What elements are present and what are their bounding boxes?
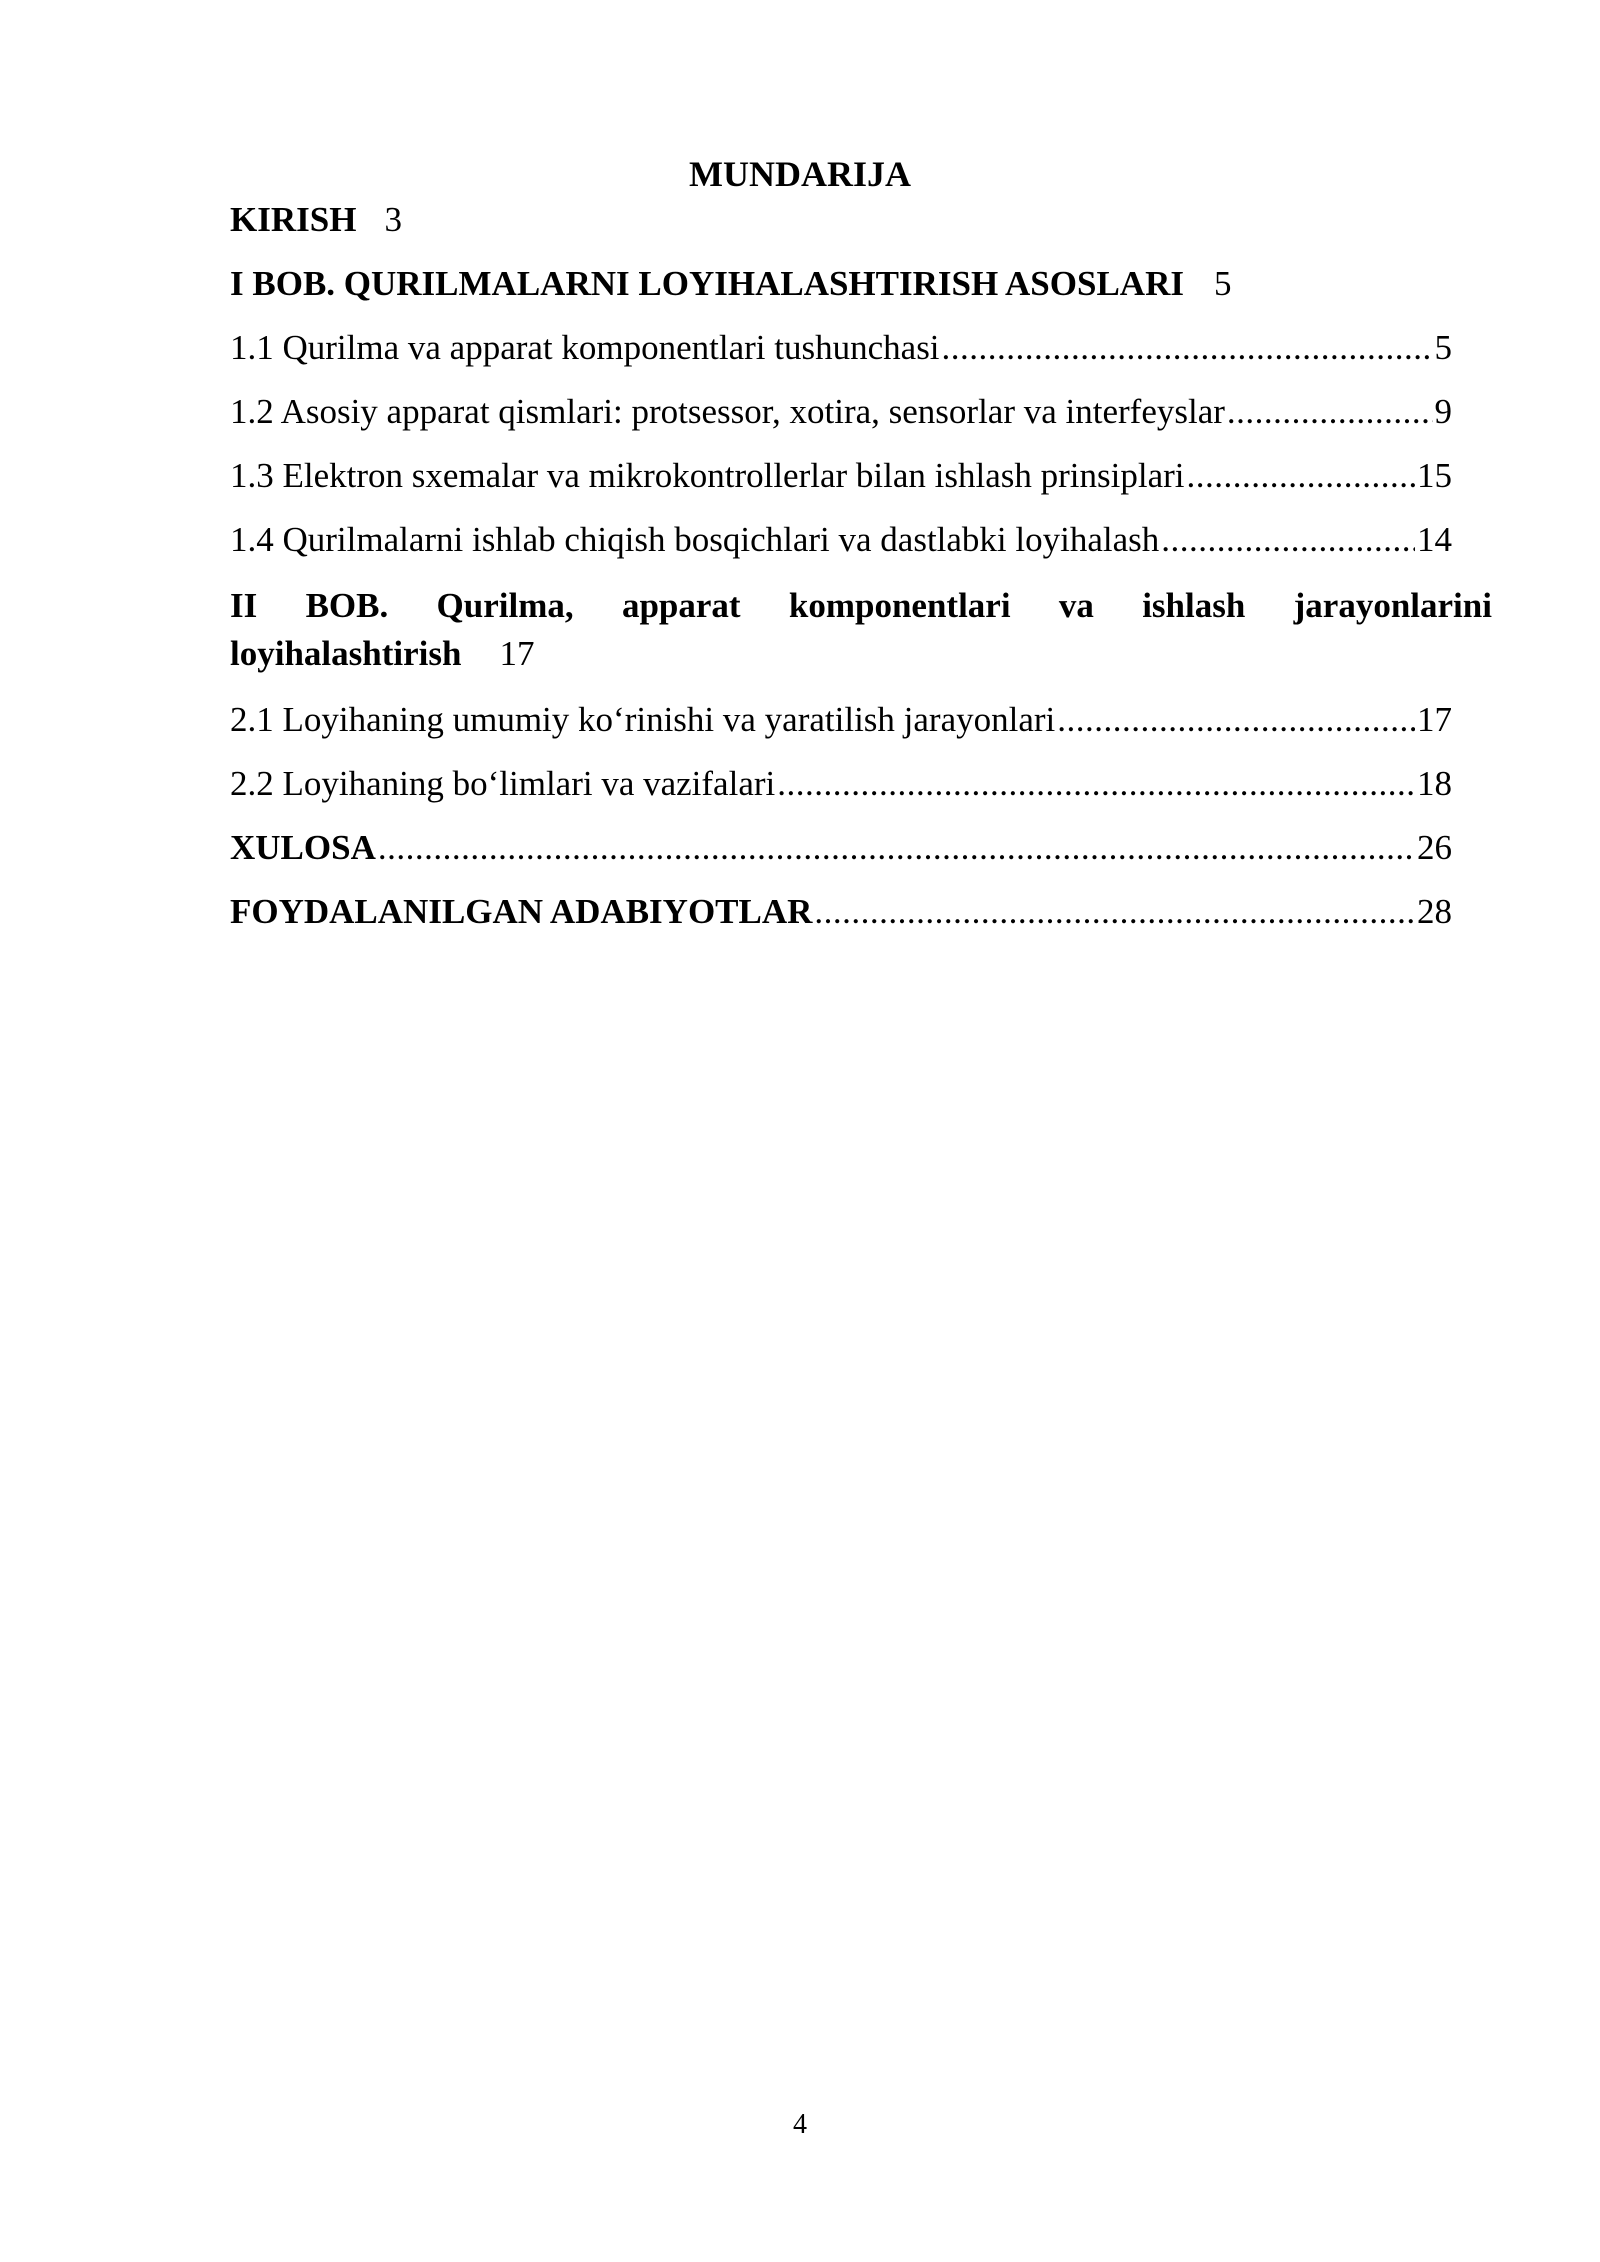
toc-entry-kirish[interactable] <box>230 198 1490 242</box>
toc-entry-word: va <box>1058 586 1094 625</box>
toc-entry-2-2[interactable] <box>230 762 1452 806</box>
toc-entry-page: 17 <box>499 634 535 673</box>
toc-leader-dots <box>1057 698 1415 742</box>
toc-entry-word: BOB. <box>305 586 389 625</box>
toc-entry-label: loyihalashtirish <box>230 634 462 673</box>
table-of-contents <box>230 198 1490 934</box>
toc-entry-label: KIRISH <box>230 200 357 239</box>
toc-leader-dots <box>378 826 1415 870</box>
toc-entry-page: 9 <box>1434 392 1452 431</box>
toc-entry-xulosa[interactable] <box>230 826 1452 870</box>
toc-entry-page: 17 <box>1417 700 1452 739</box>
toc-entry-page: 28 <box>1417 892 1452 931</box>
toc-entry-label: FOYDALANILGAN ADABIYOTLAR <box>230 892 813 931</box>
toc-entry-chapter-2[interactable] <box>230 582 1492 678</box>
toc-entry-1-3[interactable] <box>230 454 1452 498</box>
toc-entry-adabiyotlar[interactable] <box>230 890 1452 934</box>
toc-entry-1-4[interactable] <box>230 518 1452 562</box>
toc-entry-label: 1.4 Qurilmalarni ishlab chiqish bosqichlari va dastlabki loyihalash <box>230 520 1160 559</box>
toc-entry-label: XULOSA <box>230 828 376 867</box>
toc-entry-page: 26 <box>1417 828 1452 867</box>
toc-entry-page: 14 <box>1417 520 1452 559</box>
toc-entry-1-2[interactable] <box>230 390 1452 434</box>
toc-entry-page: 18 <box>1417 764 1452 803</box>
toc-entry-label-line1 <box>230 582 1492 630</box>
toc-leader-dots <box>1227 390 1433 434</box>
toc-entry-word: komponentlari <box>788 586 1011 625</box>
toc-leader-dots <box>1161 518 1415 562</box>
toc-leader-dots <box>814 890 1415 934</box>
toc-entry-label: I BOB. QURILMALARNI LOYIHALASHTIRISH ASOSLARI <box>230 264 1184 303</box>
toc-entry-2-1[interactable] <box>230 698 1452 742</box>
toc-entry-label: 1.3 Elektron sxemalar va mikrokontrollerlar bilan ishlash prinsiplari <box>230 456 1185 495</box>
toc-entry-1-1[interactable] <box>230 326 1452 370</box>
toc-entry-page: 5 <box>1213 264 1232 303</box>
toc-entry-label: 1.1 Qurilma va apparat komponentlari tushunchasi <box>230 328 940 367</box>
toc-leader-dots <box>777 762 1415 806</box>
toc-leader-dots <box>942 326 1433 370</box>
toc-entry-word: Qurilma, <box>436 586 574 625</box>
toc-title: MUNDARIJA <box>689 154 911 194</box>
toc-entry-page: 15 <box>1417 456 1452 495</box>
toc-leader-dots <box>1187 454 1416 498</box>
toc-entry-label-line2 <box>230 630 1492 678</box>
page-number: 4 <box>793 2109 807 2140</box>
toc-entry-label: 2.2 Loyihaning bo‘limlari va vazifalari <box>230 764 776 803</box>
toc-entry-label: 2.1 Loyihaning umumiy ko‘rinishi va yaratilish jarayonlari <box>230 700 1056 739</box>
toc-entry-chapter-1[interactable] <box>230 262 1490 306</box>
toc-entry-page: 5 <box>1434 328 1452 367</box>
toc-entry-word: apparat <box>621 586 741 625</box>
toc-entry-word: II <box>230 586 258 625</box>
toc-entry-page: 3 <box>384 200 402 239</box>
toc-entry-label: 1.2 Asosiy apparat qismlari: protsessor, xotira, sensorlar va interfeyslar <box>230 392 1225 431</box>
toc-entry-word: ishlash <box>1142 586 1246 625</box>
toc-entry-word: jarayonlarini <box>1293 586 1492 625</box>
